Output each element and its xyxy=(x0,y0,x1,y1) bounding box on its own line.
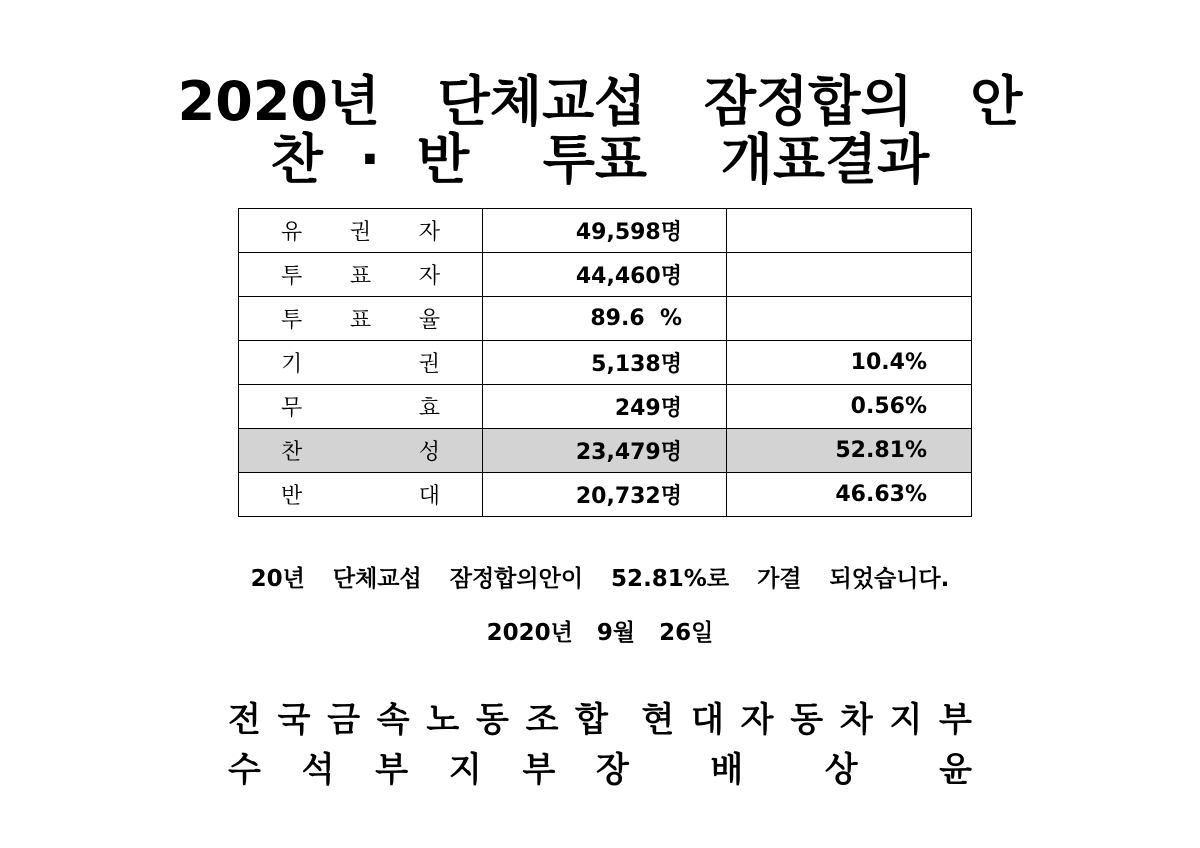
row-count: 20,732명 xyxy=(483,473,727,517)
vote-results-table xyxy=(238,208,972,517)
signature-organization: 전 국 금 속 노 동 조 합 현 대 자 동 차 지 부 xyxy=(228,700,972,740)
row-voters xyxy=(239,253,972,297)
row-count: 23,479명 xyxy=(483,429,727,473)
row-percent: 10.4% xyxy=(727,341,972,385)
row-label: 기 권 xyxy=(281,352,440,377)
row-count: 44,460명 xyxy=(483,253,727,297)
document-title-line1: 2020년 단체교섭 잠정합의 안 xyxy=(177,70,1023,133)
row-invalid xyxy=(239,385,972,429)
row-label: 찬 성 xyxy=(281,440,440,465)
row-label: 유 권 자 xyxy=(281,220,440,245)
row-in-favor xyxy=(239,429,972,473)
row-count: 5,138명 xyxy=(483,341,727,385)
row-abstained xyxy=(239,341,972,385)
row-label: 무 효 xyxy=(281,396,440,421)
row-count: 249명 xyxy=(483,385,727,429)
row-label: 반 대 xyxy=(281,484,440,509)
row-label: 투 표 율 xyxy=(281,308,440,333)
row-percent: 46.63% xyxy=(727,473,972,517)
document-date: 2020년 9월 26일 xyxy=(486,620,714,646)
row-percent: 0.56% xyxy=(727,385,972,429)
row-label: 투 표 자 xyxy=(281,264,440,289)
row-percent: 52.81% xyxy=(727,429,972,473)
row-percent xyxy=(727,209,972,253)
document-title-line2: 찬 · 반 투표 개표결과 xyxy=(270,128,930,191)
row-turnout xyxy=(239,297,972,341)
row-count: 49,598명 xyxy=(483,209,727,253)
result-message: 20년 단체교섭 잠정합의안이 52.81%로 가결 되었습니다. xyxy=(250,566,950,592)
row-percent xyxy=(727,253,972,297)
row-eligible-voters xyxy=(239,209,972,253)
row-against xyxy=(239,473,972,517)
signature-person: 수 석 부 지 부 장 배 상 윤 xyxy=(228,750,972,790)
row-percent xyxy=(727,297,972,341)
row-count: 89.6 % xyxy=(483,297,727,341)
